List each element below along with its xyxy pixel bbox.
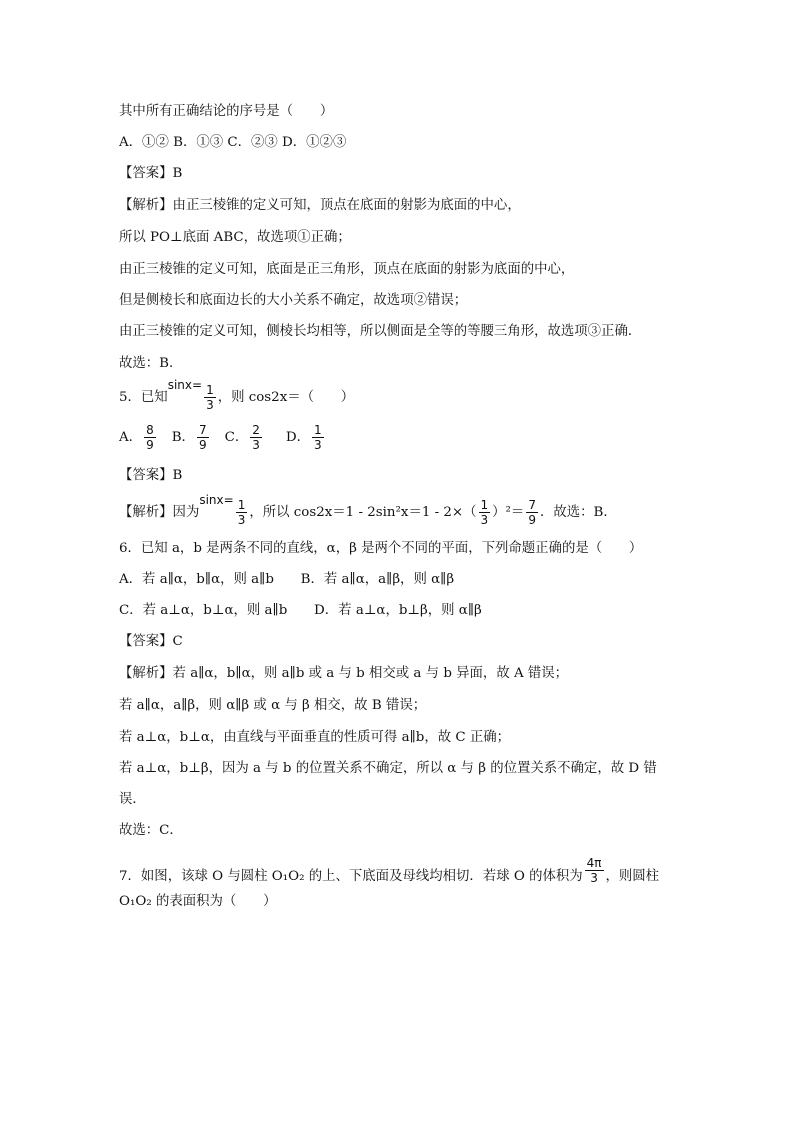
- q6-options-ab: A．若 a∥α，b∥α，则 a∥b B．若 a∥α，a∥β，则 α∥β: [119, 572, 455, 587]
- q5-opt-a: A．: [119, 430, 143, 445]
- q5-sinx: sinx=: [167, 378, 203, 392]
- q4-analysis-line-5: 由正三棱锥的定义可知，侧棱长均相等，所以侧面是全等的等腰三角形，故选项③正确．: [119, 324, 642, 339]
- q5-opt-c: C．: [224, 430, 249, 445]
- q5-ana-fraction-2: $\frac{1}{3}$: [480, 498, 489, 527]
- q5-fraction: $\frac{1}{3}$: [206, 383, 214, 412]
- q5-ana-fraction: $\frac{1}{3}$: [237, 498, 246, 527]
- q6-analysis-line-3: 若 a⊥α，b⊥α，由直线与平面垂直的性质可得 a∥b，故 C 正确；: [119, 730, 511, 745]
- q5-opt-a-frac: $\frac{8}{9}$: [146, 423, 154, 452]
- q6-answer: 【答案】C: [119, 634, 183, 649]
- q7-volume-fraction: $\frac{4\pi}{3}$: [586, 856, 602, 885]
- q5-prefix: 5．已知: [119, 390, 168, 405]
- q5-ana-mid2: ）²＝: [492, 505, 525, 520]
- q6-analysis-line-2: 若 a∥α，a∥β，则 α∥β 或 α 与 β 相交，故 B 错误；: [119, 698, 427, 713]
- q5-opt-d: D．: [285, 430, 310, 445]
- q4-options: A．①② B．①③ C．②③ D．①②③: [119, 135, 347, 150]
- q5-suffix: ，则 cos2x＝（ ）: [217, 390, 355, 405]
- q5-opt-c-frac: $\frac{2}{3}$: [252, 423, 260, 452]
- q5-opt-d-frac: $\frac{1}{3}$: [314, 423, 322, 452]
- q5-answer: 【答案】B: [119, 468, 183, 483]
- q6-options-cd: C．若 a⊥α，b⊥α，则 a∥b D．若 a⊥α，b⊥β，则 α∥β: [119, 603, 482, 618]
- q4-stem-tail: 其中所有正确结论的序号是（ ）: [119, 104, 334, 119]
- q4-analysis-line-1: 【解析】由正三棱锥的定义可知，顶点在底面的射影为底面的中心，: [119, 198, 521, 213]
- q5-ana-end: ．故选：B．: [539, 505, 617, 520]
- q5-opt-b: B．: [171, 430, 195, 445]
- q5-options: [119, 423, 326, 452]
- q6-analysis-line-1: 【解析】若 a∥α，b∥α，则 a∥b 或 a 与 b 相交或 a 与 b 异面，故 A 错误；: [119, 666, 569, 681]
- q6-analysis-line-6: 故选：C．: [119, 823, 183, 838]
- q4-analysis-line-3: 由正三棱锥的定义可知，底面是正三角形，顶点在底面的射影为底面的中心，: [119, 262, 575, 277]
- q7-stem-line-1: [119, 856, 660, 891]
- q6-analysis-line-5: 误．: [119, 792, 146, 807]
- q5-opt-b-frac: $\frac{7}{9}$: [198, 423, 207, 452]
- q6-stem: 6．已知 a，b 是两条不同的直线，α，β 是两个不同的平面，下列命题正确的是（ ）: [119, 541, 643, 556]
- q5-stem: [119, 378, 355, 412]
- q5-analysis: [119, 493, 617, 527]
- q4-analysis-line-2: 所以 PO⊥底面 ABC，故选项①正确；: [119, 230, 351, 245]
- q7-prefix: 7．如图，该球 O 与圆柱 O₁O₂ 的上、下底面及母线均相切．若球 O 的体积为: [119, 869, 583, 884]
- q5-ana-sinx: sinx=: [199, 493, 234, 507]
- q7-stem-line-2: O₁O₂ 的表面积为（ ）: [119, 894, 277, 909]
- q5-ana-fraction-3: $\frac{7}{9}$: [528, 498, 536, 527]
- q5-ana-mid: ，所以 cos2x＝1 - 2sin²x＝1 - 2×（: [249, 505, 477, 520]
- q4-analysis-line-4: 但是侧棱长和底面边长的大小关系不确定，故选项②错误；: [119, 293, 468, 308]
- q4-analysis-line-6: 故选：B．: [119, 356, 183, 371]
- q5-ana-prefix: 【解析】因为: [119, 505, 200, 520]
- q7-suffix: ，则圆柱: [605, 869, 660, 884]
- q6-analysis-line-4: 若 a⊥α，b⊥β，因为 a 与 b 的位置关系不确定，所以 α 与 β 的位置关系不确定，故 D 错: [119, 761, 657, 776]
- q4-answer: 【答案】B: [119, 166, 183, 181]
